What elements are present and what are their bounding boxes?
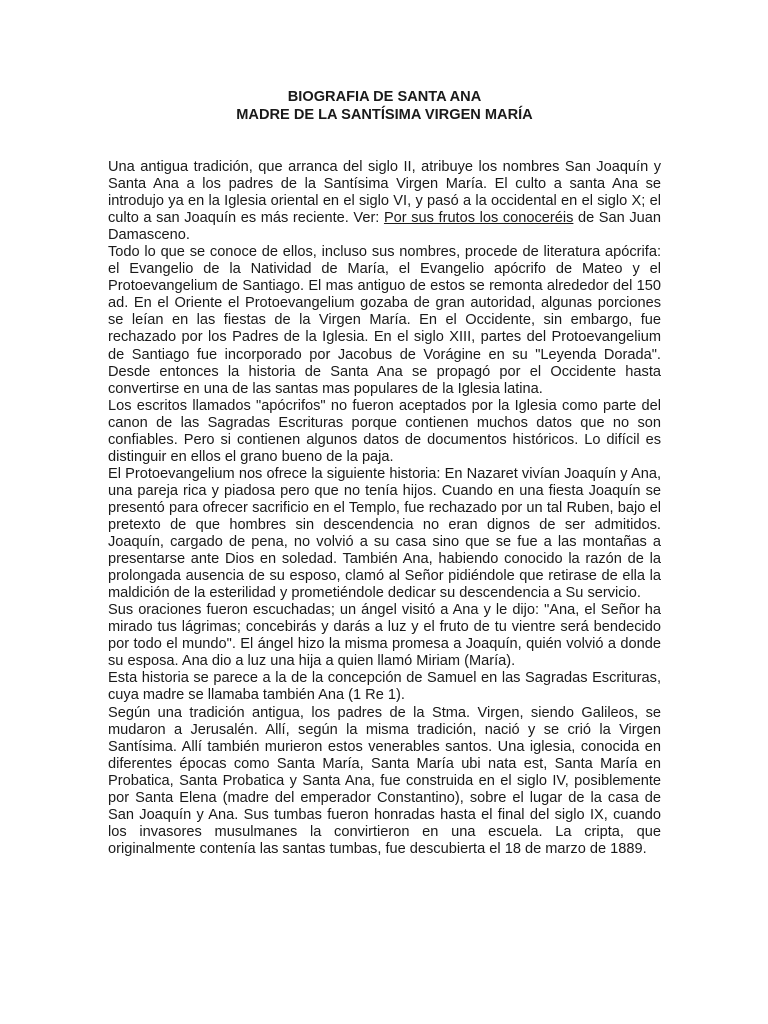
paragraph-2: Todo lo que se conoce de ellos, incluso sus nombres, procede de literatura apócrifa: el Evangelio de la Natividad de María, el Evangelio apócrifo de Mateo y el Protoevangelium de Santiago. El mas antiguo de estos se remonta alrededor del 150 ad. En el Oriente el Protoevangelium gozaba de gran autoridad, algunas porciones se leían en las fiestas de la Virgen María. En el Occidente, sin embargo, fue rechazado por los Padres de la Iglesia. En el siglo XIII, partes del Protoevangelium de Santiago fue incorporado por Jacobus de Vorágine en su "Leyenda Dorada". Desde entonces la historia de Santa Ana se propagó por el Occidente hasta convertirse en una de las santas mas populares de la Iglesia latina.: [108, 244, 661, 397]
paragraph-1: [108, 159, 661, 244]
document-page: [108, 88, 661, 858]
paragraph-3: Los escritos llamados "apócrifos" no fueron aceptados por la Iglesia como parte del canon de las Sagradas Escrituras porque contienen muchos datos que no son confiables. Pero si contienen algunos datos de documentos históricos. Lo difícil es distinguir en ellos el grano bueno de la paja.: [108, 397, 661, 465]
paragraph-6: Esta historia se parece a la de la concepción de Samuel en las Sagradas Escrituras, cuya madre se llamaba también Ana (1 Re 1).: [108, 670, 661, 704]
paragraph-4: El Protoevangelium nos ofrece la siguiente historia: En Nazaret vivían Joaquín y Ana, una pareja rica y piadosa pero que no tenía hijos. Cuando en una fiesta Joaquín se presentó para ofrecer sacrificio en el Templo, fue rechazado por un tal Ruben, bajo el pretexto de que hombres sin descendencia no eran dignos de ser admitidos. Joaquín, cargado de pena, no volvió a su casa sino que se fue a las montañas a presentarse ante Dios en soledad. También Ana, habiendo conocido la razón de la prolongada ausencia de su esposo, clamó al Señor pidiéndole que retirase de ella la maldición de la esterilidad y prometiéndole dedicar su descendencia a Su servicio.: [108, 465, 661, 602]
paragraph-7: Según una tradición antigua, los padres de la Stma. Virgen, siendo Galileos, se mudaron a Jerusalén. Allí, según la misma tradición, nació y se crió la Virgen Santísima. Allí también murieron estos venerables santos. Una iglesia, conocida en diferentes épocas como Santa María, Santa María ubi nata est, Santa María en Probatica, Santa Probatica y Santa Ana, fue construida en el siglo IV, posiblemente por Santa Elena (madre del emperador Constantino), sobre el lugar de la casa de San Joaquín y Ana. Sus tumbas fueron honradas hasta el final del siglo IX, cuando los invasores musulmanes la convirtieron en una escuela. La cripta, que originalmente contenía las santas tumbas, fue descubierta el 18 de marzo de 1889.: [108, 704, 661, 857]
paragraph-1-text-end: de San Juan Damasceno.: [108, 210, 661, 244]
document-subtitle: MADRE DE LA SANTÍSIMA VIRGEN MARÍA: [236, 107, 533, 123]
title-block: [108, 88, 661, 124]
document-title: BIOGRAFIA DE SANTA ANA: [287, 89, 482, 105]
paragraph-1-text-start: Una antigua tradición, que arranca del siglo II, atribuye los nombres San Joaquín y Santa Ana a los padres de la Santísima Virgen María. El culto a santa Ana se introdujo ya en la Iglesia oriental en el siglo VI, y pasó a la occidental en el siglo X; el culto a san Joaquín es más reciente. Ver:: [108, 159, 661, 227]
frutos-link[interactable]: Por sus frutos los conoceréis: [383, 210, 574, 227]
paragraph-5: Sus oraciones fueron escuchadas; un ángel visitó a Ana y le dijo: "Ana, el Señor ha mirado tus lágrimas; concebirás y darás a luz y el fruto de tu vientre será bendecido por todo el mundo". El ángel hizo la misma promesa a Joaquín, quién volvió a donde su esposa. Ana dio a luz una hija a quien llamó Miriam (María).: [108, 602, 661, 670]
